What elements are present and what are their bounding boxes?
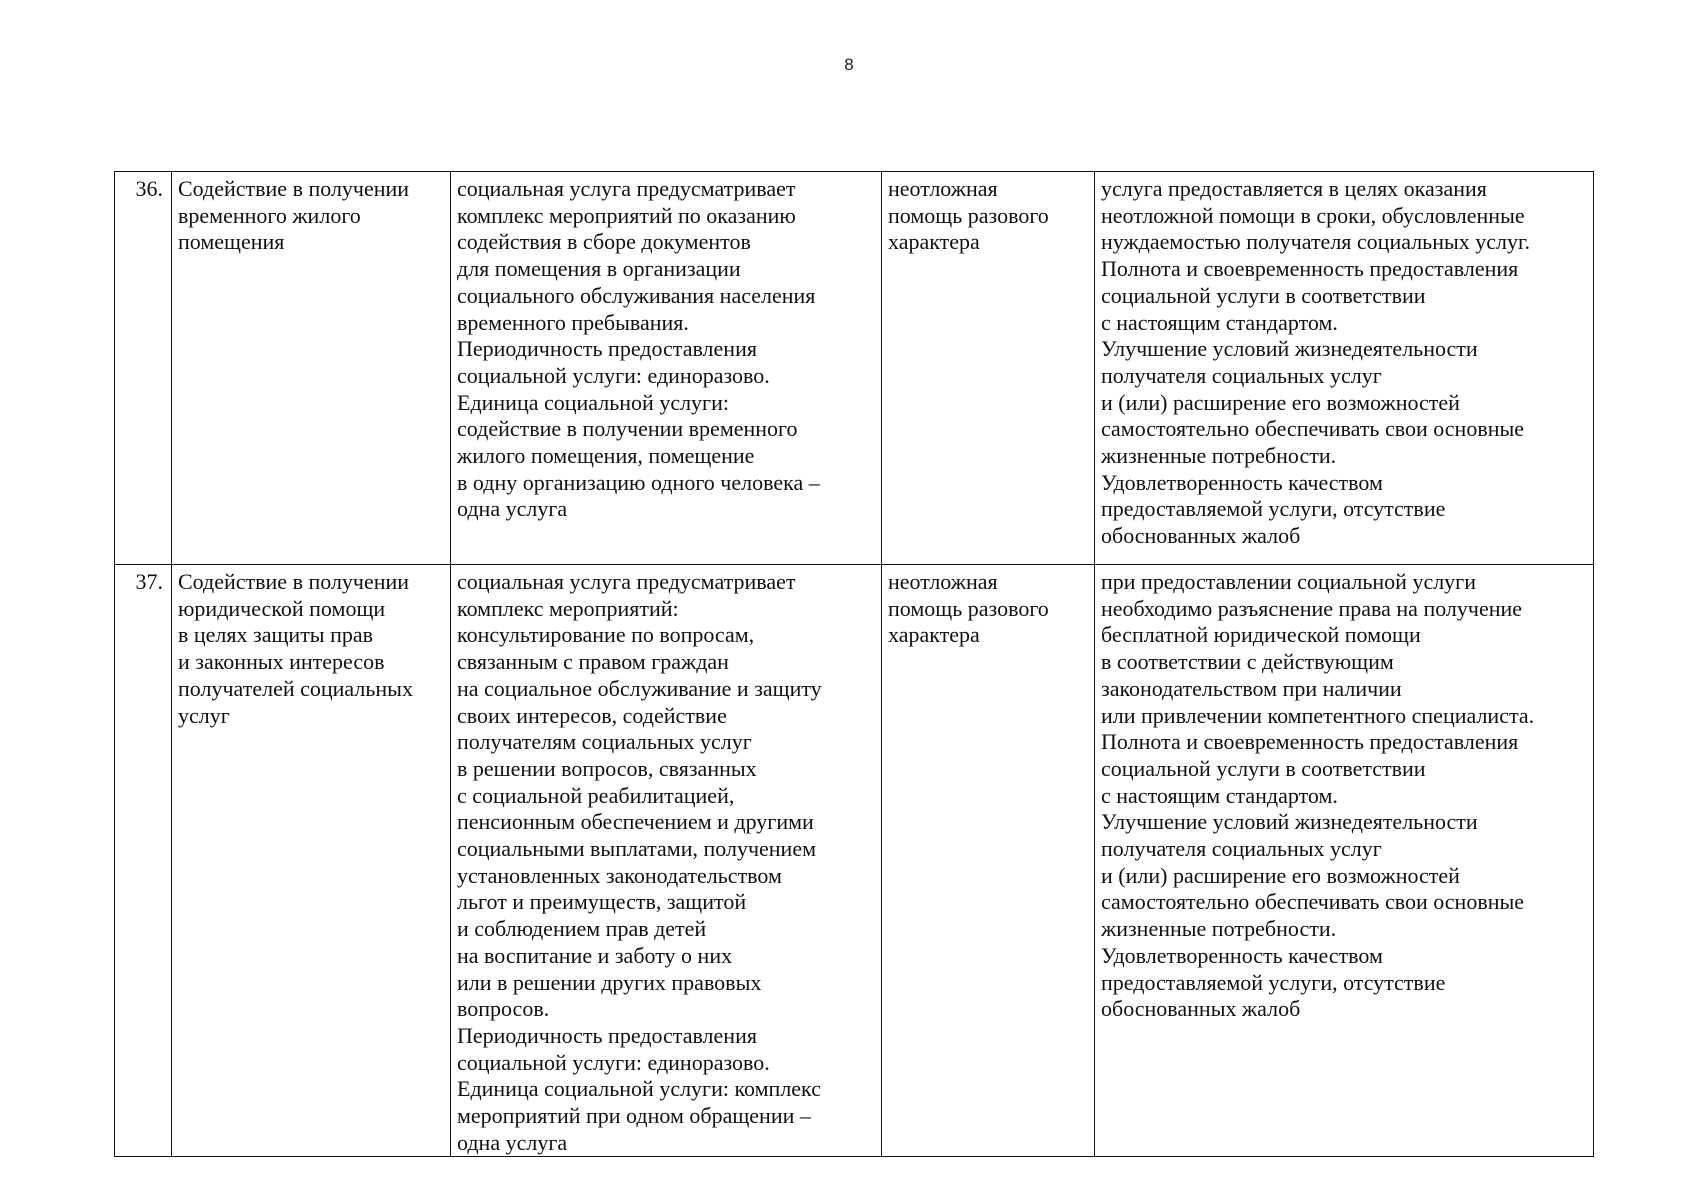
quality-criteria-cell [1095, 172, 1594, 565]
text-line: с настоящим стандартом. [1101, 782, 1338, 808]
text-line: или в решении других правовых [457, 969, 762, 995]
text-line: Полнота и своевременность предоставления [1101, 729, 1519, 755]
text-line: и (или) расширение его возможностей [1101, 389, 1460, 415]
text-line: своих интересов, содействие [457, 702, 727, 728]
text-line: мероприятий при одном обращении – [457, 1103, 811, 1129]
text-line: Улучшение условий жизнедеятельности [1101, 336, 1478, 362]
text-line: в целях защиты прав [178, 622, 374, 648]
text-line: социальной услуги в соответствии [1101, 755, 1426, 781]
text-line: вопросов. [457, 996, 550, 1022]
service-type-text [888, 569, 1088, 649]
text-line: Единица социальной услуги: [457, 389, 729, 415]
text-line: одна услуга [457, 1129, 568, 1155]
text-line: Удовлетворенность качеством [1101, 469, 1383, 495]
quality-criteria-text [1101, 176, 1587, 550]
text-line: помощь разового [888, 202, 1049, 228]
text-line: социальной услуги: единоразово. [457, 1049, 770, 1075]
text-line: Полнота и своевременность предоставления [1101, 256, 1519, 282]
table-row [115, 172, 1594, 565]
text-line: комплекс мероприятий: [457, 595, 679, 621]
service-name-cell [172, 565, 451, 1157]
text-line: в соответствии с действующим [1101, 649, 1394, 675]
text-line: социального обслуживания населения [457, 282, 816, 308]
text-line: Улучшение условий жизнедеятельности [1101, 809, 1478, 835]
text-line: жилого помещения, помещение [457, 443, 755, 469]
page-number: 8 [844, 55, 854, 74]
text-line: получателям социальных услуг [457, 729, 752, 755]
text-line: и законных интересов [178, 649, 385, 675]
text-line: характера [888, 622, 980, 648]
service-type-cell [882, 172, 1095, 565]
text-line: льгот и преимуществ, защитой [457, 889, 747, 915]
text-line: неотложная [888, 176, 998, 201]
text-line: помещения [178, 229, 285, 255]
quality-criteria-text [1101, 569, 1587, 1023]
text-line: помощь разового [888, 595, 1049, 621]
service-type-text [888, 176, 1088, 256]
text-line: и соблюдением прав детей [457, 916, 707, 942]
text-line: одна услуга [457, 496, 568, 522]
text-line: социальная услуга предусматривает [457, 176, 796, 201]
service-name-text [178, 569, 444, 729]
text-line: Периодичность предоставления [457, 1022, 757, 1048]
row-number-cell: 36. [115, 172, 172, 565]
service-name-text [178, 176, 444, 256]
text-line: пенсионным обеспечением и другими [457, 809, 814, 835]
text-line: обоснованных жалоб [1101, 996, 1301, 1022]
text-line: социальной услуги в соответствии [1101, 282, 1426, 308]
text-line: или привлечении компетентного специалиста. [1101, 702, 1535, 728]
services-table-body [115, 172, 1594, 1157]
text-line: Единица социальной услуги: комплекс [457, 1076, 821, 1102]
text-line: характера [888, 229, 980, 255]
text-line: получателя социальных услуг [1101, 362, 1382, 388]
text-line: временного жилого [178, 202, 361, 228]
text-line: самостоятельно обеспечивать свои основные [1101, 416, 1525, 442]
text-line: содействие в получении временного [457, 416, 798, 442]
text-line: Содействие в получении [178, 176, 410, 201]
text-line: в одну организацию одного человека – [457, 469, 820, 495]
text-line: жизненные потребности. [1101, 443, 1337, 469]
text-line: с социальной реабилитацией, [457, 782, 735, 808]
text-line: на социальное обслуживание и защиту [457, 675, 822, 701]
service-type-cell [882, 565, 1095, 1157]
text-line: неотложной помощи в сроки, обусловленные [1101, 202, 1525, 228]
text-line: для помещения в организации [457, 256, 741, 282]
text-line: Удовлетворенность качеством [1101, 942, 1383, 968]
text-line: самостоятельно обеспечивать свои основные [1101, 889, 1525, 915]
text-line: социальными выплатами, получением [457, 836, 817, 862]
text-line: получателя социальных услуг [1101, 836, 1382, 862]
table-row [115, 565, 1594, 1157]
text-line: связанным с правом граждан [457, 649, 729, 675]
text-line: законодательством при наличии [1101, 675, 1402, 701]
service-description-text [457, 176, 875, 523]
text-line: комплекс мероприятий по оказанию [457, 202, 796, 228]
text-line: консультирование по вопросам, [457, 622, 755, 648]
text-line: и (или) расширение его возможностей [1101, 862, 1460, 888]
text-line: услуг [178, 702, 230, 728]
text-line: социальная услуга предусматривает [457, 569, 796, 594]
text-line: юридической помощи [178, 595, 386, 621]
quality-criteria-cell [1095, 565, 1594, 1157]
service-description-cell [451, 565, 882, 1157]
text-line: получателей социальных [178, 675, 413, 701]
text-line: нуждаемостью получателя социальных услуг. [1101, 229, 1531, 255]
service-description-text [457, 569, 875, 1156]
services-table [114, 171, 1594, 1157]
text-line: жизненные потребности. [1101, 916, 1337, 942]
text-line: на воспитание и заботу о них [457, 942, 733, 968]
text-line: бесплатной юридической помощи [1101, 622, 1421, 648]
text-line: предоставляемой услуги, отсутствие [1101, 969, 1446, 995]
text-line: Периодичность предоставления [457, 336, 757, 362]
text-line: при предоставлении социальной услуги [1101, 569, 1476, 594]
row-number-cell: 37. [115, 565, 172, 1157]
text-line: временного пребывания. [457, 309, 689, 335]
text-line: социальной услуги: единоразово. [457, 362, 770, 388]
text-line: установленных законодательством [457, 862, 782, 888]
text-line: в решении вопросов, связанных [457, 755, 757, 781]
text-line: содействия в сборе документов [457, 229, 751, 255]
text-line: обоснованных жалоб [1101, 523, 1301, 549]
text-line: с настоящим стандартом. [1101, 309, 1338, 335]
text-line: неотложная [888, 569, 998, 594]
text-line: предоставляемой услуги, отсутствие [1101, 496, 1446, 522]
service-name-cell [172, 172, 451, 565]
text-line: Содействие в получении [178, 569, 410, 594]
service-description-cell [451, 172, 882, 565]
text-line: услуга предоставляется в целях оказания [1101, 176, 1487, 201]
text-line: необходимо разъяснение права на получение [1101, 595, 1523, 621]
